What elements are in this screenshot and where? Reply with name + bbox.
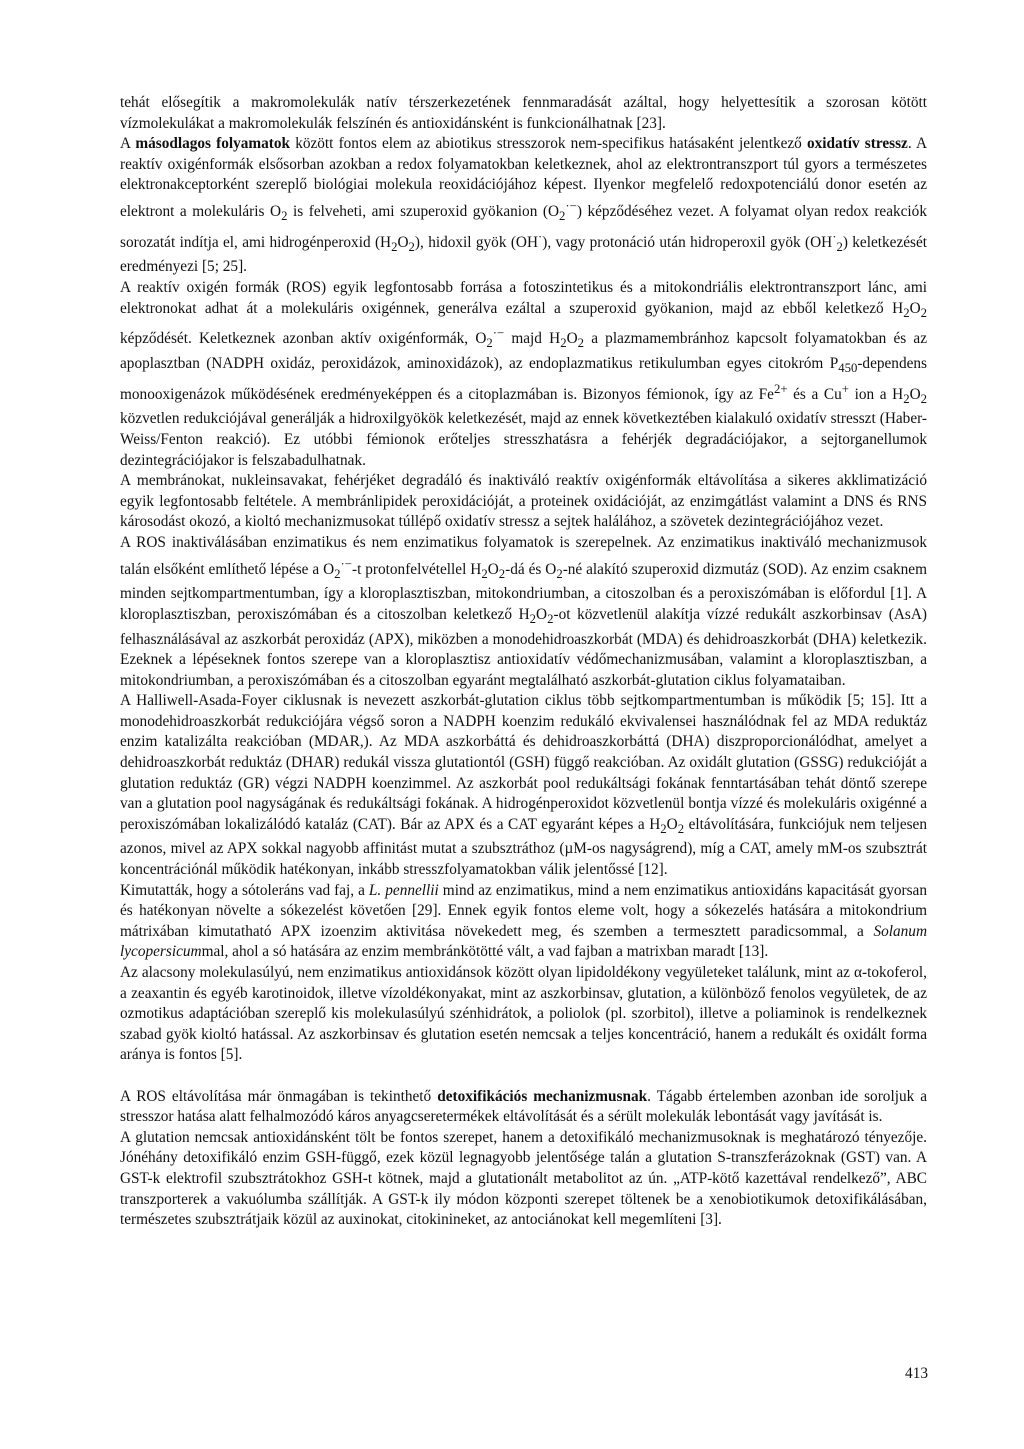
paragraph-nonenzymatic-antioxidants: Az alacsony molekulasúlyú, nem enzimatikus antioxidánsok között olyan lipidoldékony vegyületeket találunk, mint az α-tokoferol, a zeaxantin és egyéb karotinoidok, illetve vízoldékonyakat, mint az aszkorbinsav, glutation, a különböző fenolos vegyületek, de az ozmotikus adaptációban szereplő kis molekulasúlyú szénhidrátok, a poliolok (pl. szorbitol), illetve a poliaminok is rendelkeznek szabad gyök kioltó hatással. Az aszkorbinsav és glutation esetén nemcsak a teljes koncentráció, hanem a redukált és oxidált forma aránya is fontos [5]. — [120, 964, 927, 1064]
page-number: 413 — [905, 1365, 928, 1382]
paragraph-ros-sources: A reaktív oxigén formák (ROS) egyik legfontosabb forrása a fotoszintetikus és a mitokondriális elektrontranszport lánc, ami elektronokat adhat át a molekuláris oxigénnek, generálva ezáltal a szuperoxid gyökanion, majd az ebből keletkező $H_2O_2$ képződését. Keletkeznek azonban aktív oxigénformák, $O_2^{\cdot-}$ majd $H_2O_2$ a plazmamembránhoz kapcsolt folyamatokban és az apoplasztban (NADPH oxidáz, peroxidázok, aminoxidázok), az endoplazmatikus retikulumban egyes citokróm $P_{450}$-dependens monooxigenázok működésének eredményeképpen és a citoplazmában is. Bizonyos fémionok, így az $Fe^{2+}$ és a Cu+ ion a $H_2O_2$ közvetlen redukciójával generálják a hidroxilgyökök keletkezését, majd az ennek következtében kialakuló oxidatív stresszt (Haber-Weiss/Fenton reakció). Ez utóbbi fémionok erőteljes stresszhatásra a fehérjék degradációjakor, a sejtorganellumok dezintegrációjakor is felszabadulhatnak. — [120, 279, 927, 469]
paragraph-desiccation-protection: tehát elősegítik a makromolekulák natív térszerkezetének fennmaradását azáltal, hogy helyettesítik a szorosan kötött vízmolekulákat a makromolekulák felszínén és antioxidánsként is funkcionálhatnak [23]. — [120, 94, 927, 132]
paragraph-detoxification: A ROS eltávolítása már önmagában is tekinthető detoxifikációs mechanizmusnak. Tágabb értelemben azonban ide soroljuk a stresszor hatása alatt felhalmozódó káros anyagcseretermékek eltávolítását és a sérült molekulák lebontását vagy javítását is. — [120, 1087, 928, 1126]
document-body — [120, 93, 927, 1231]
paragraph-ros-inactivation: A ROS inaktiválásában enzimatikus és nem enzimatikus folyamatok is szerepelnek. Az enzimatikus inaktiváló mechanizmusok talán elsőként említhető lépése a $O_2^{\cdot-}-t$ protonfelvétellel $H_2O_2-dá$ és $O_2-né$ alakító szuperoxid dizmutáz (SOD). Az enzim csaknem minden sejtkompartmentumban, így a kloroplasztiszban, mitokondriumban, a citoszolban és a peroxiszómában is előfordul [1]. A kloroplasztiszban, peroxiszómában és a citoszolban keletkező $H_2O_2-ot$ közvetlenül alakítja vízzé redukált aszkorbinsav (AsA) felhasználásával az aszkorbát peroxidáz (APX), miközben a monodehidroaszkorbát (MDA) és dehidroaszkorbát (DHA) keletkezik. Ezeknek a lépéseknek fontos szerepe van a kloroplasztisz antioxidatív védőmechanizmusában, valamint a kloroplasztiszban, a mitokondriumban, a peroxiszómában és a citoszolban egyaránt megtalálható aszkorbát-glutation ciklus folyamataiban. — [120, 533, 927, 689]
paragraph-glutathione-detox: A glutation nemcsak antioxidánsként tölt be fontos szerepet, hanem a detoxifikáló mechanizmusoknak is meghatározó tényezője. Jónéhány detoxifikáló enzim GSH-függő, ezek közül legnagyobb jelentősége talán a glutation S-transzferázoknak (GST) van. A GST-k elektrofil szubsztrátokhoz GSH-t kötnek, majd a glutationált metabolitot az ún. „ATP-kötő kazettával rendelkező”, ABC transzporterek a vakuólumba szállítják. A GST-k ily módon központi szerepet töltenek be a xenobiotikumok detoxifikálásában, természetes szubsztrátjaik közül az auxinokat, citokinineket, az antociánokat kell megemlíteni [3]. — [120, 1128, 927, 1229]
paragraph-oxidative-stress: A másodlagos folyamatok között fontos elem az abiotikus stresszorok nem-specifikus hatásaként jelentkező oxidatív stressz. A reaktív oxigénformák elsősorban azokban a redox folyamatokban keletkeznek, ahol az elektrontranszport túl gyors a természetes elektronakceptorként szereplő biológiai molekula reoxidációjához képest. Ilyenkor megfelelő redoxpotenciálú donor esetén az elektront a molekuláris $O_2$ is felveheti, ami szuperoxid gyökanion $(O_2^{\cdot-})$ képződéséhez vezet. A folyamat olyan redox reakciók sorozatát indítja el, ami hidrogénperoxid $(H_2O_2)$, hidoxil gyök (OH·), vagy protonáció után hidroperoxil gyök $(OH^\cdot_2)$ keletkezését eredményezi [5; 25]. — [120, 135, 928, 276]
paragraph-ascorbate-glutathione-cycle: A Halliwell-Asada-Foyer ciklusnak is nevezett aszkorbát-glutation ciklus több sejtkompartmentumban is működik [5; 15]. Itt a monodehidroaszkorbát redukciójára végső soron a NADPH koenzim redukáló ekvivalensei használódnak fel az MDA reduktáz enzim katalizálta reakcióban (MDAR,). Az MDA aszkorbáttá és dehidroaszkorbáttá (DHA) diszproporcionálódhat, amelyet a dehidroaszkorbát reduktáz (DHAR) redukál vissza glutationtól (GSH) függő reakcióban. Az oxidált glutation (GSSG) redukcióját a glutation reduktáz (GR) végzi NADPH koenzimmel. Az aszkorbát pool redukáltsági fokának fenntartásában tehát döntő szerepe van a glutation pool nagyságának és redukáltsági fokának. A hidrogénperoxidot közvetlenül bontja vízzé és molekuláris oxigénné a peroxiszómában lokalizálódó kataláz (CAT). Bár az APX és a CAT egyaránt képes a $H_2O_2$ eltávolítására, funkciójuk nem teljesen azonos, mivel az APX sokkal nagyobb affinitást mutat a szubsztráthoz (µM-os nagyságrend), míg a CAT, amely mM-os szubsztrát koncentrációnál működik hatékonyan, inkább stresszfolyamatokban válik jelentőssé [12]. — [120, 692, 927, 879]
paragraph-salt-tolerance: Kimutatták, hogy a sótoleráns vad faj, a L. pennellii mind az enzimatikus, mind a nem enzimatikus antioxidáns kapacitását gyorsan és hatékonyan növelte a sókezelést követően [29]. Ennek egyik fontos eleme volt, hogy a sókezelés hatására a mitokondrium mátrixában kimutatható APX izoenzim aktivitása növekedett meg, és szemben a termesztett paradicsommal, a Solanum lycopersicummal, ahol a só hatására az enzim membránkötötté vált, a vad fajban a matrixban maradt [13]. — [120, 881, 927, 961]
paragraph-ros-removal: A membránokat, nukleinsavakat, fehérjéket degradáló és inaktiváló reaktív oxigénformák eltávolítása a sikeres akklimatizáció egyik legfontosabb feltétele. A membránlipidek peroxidációját, a proteinek oxidációját, az enzimgátlást valamint a DNS és RNS károsodást okozó, a kioltó mechanizmusokat túllépő oxidatív stressz a sejtek halálához, a szövetek dezintegrációjához vezet. — [120, 472, 927, 531]
